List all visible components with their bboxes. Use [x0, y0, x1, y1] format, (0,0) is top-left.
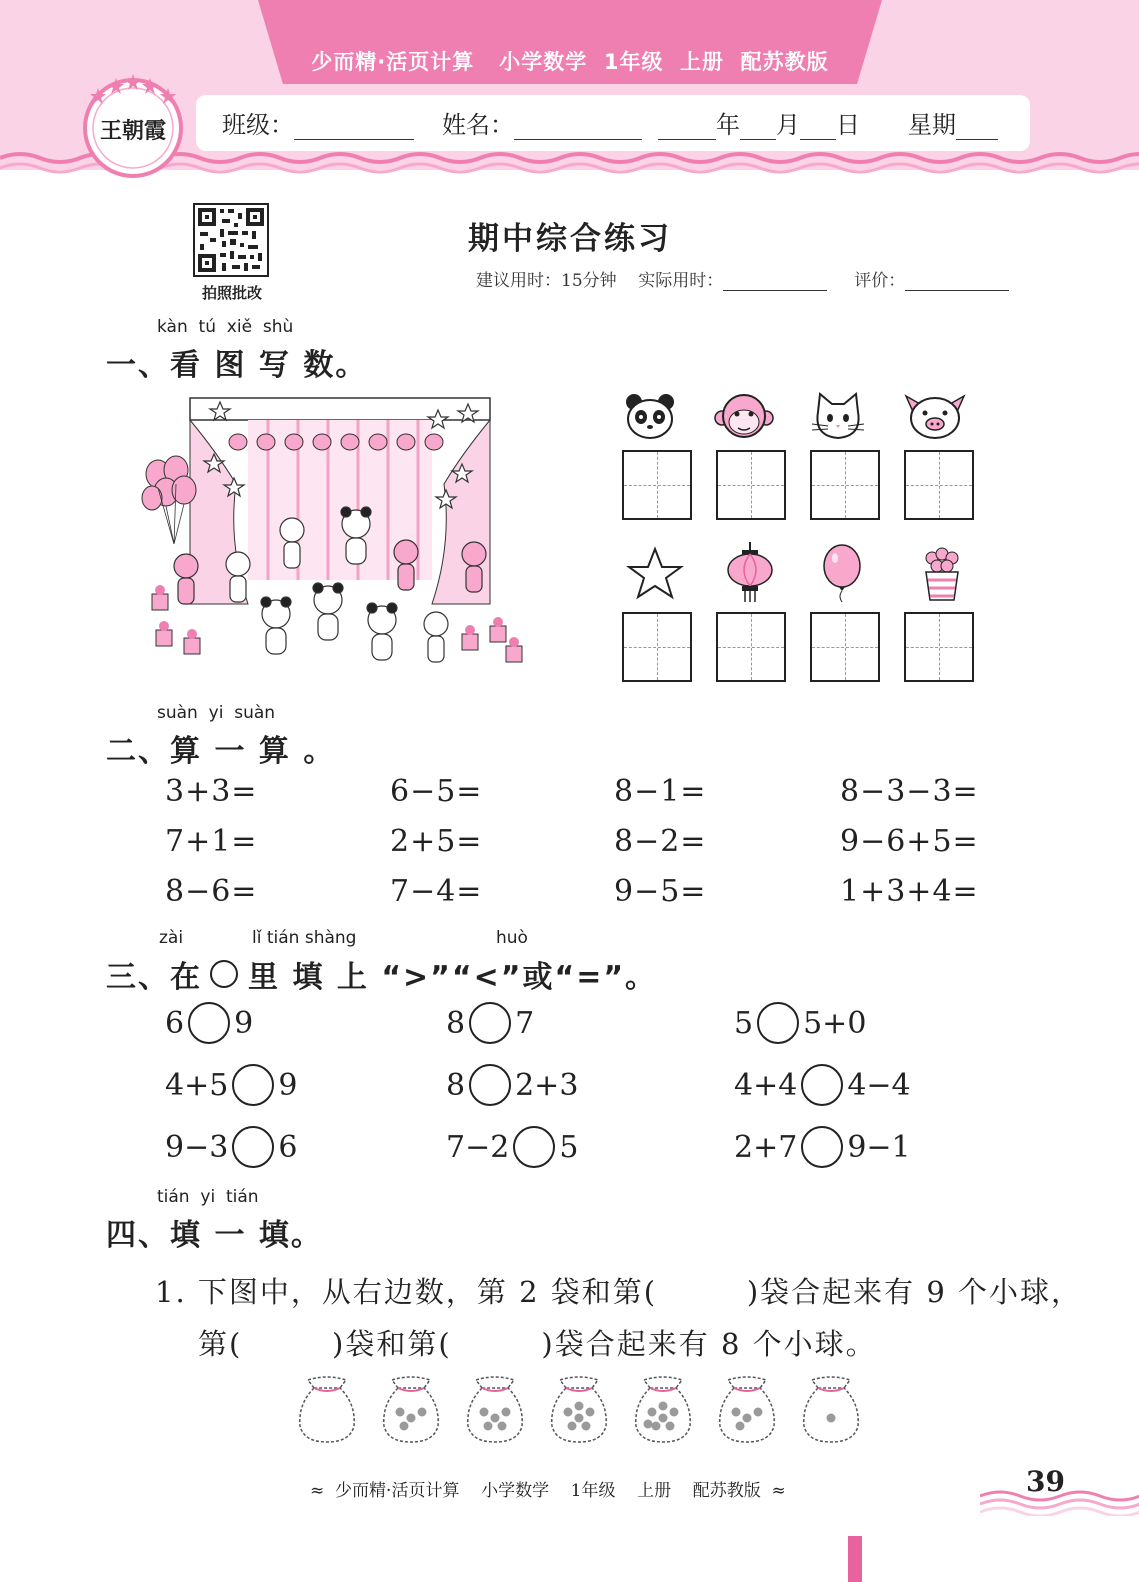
ball — [480, 1408, 489, 1417]
ball-bag — [714, 1374, 780, 1444]
equation[interactable]: 8−6= — [165, 874, 258, 909]
ball-bag — [798, 1374, 864, 1444]
ball — [568, 1422, 577, 1431]
equation[interactable]: 9−5= — [614, 874, 707, 909]
compare-item: 8 2+3 — [446, 1062, 578, 1108]
equation[interactable]: 1+3+4= — [840, 874, 979, 909]
ball — [575, 1402, 584, 1411]
svg-text:王朝霞: 王朝霞 — [99, 118, 167, 144]
page-title: 期中综合练习 — [468, 221, 672, 257]
footer-text: ≈ 少而精·活页计算 小学数学 1年级 上册 配苏教版 ≈ — [310, 1481, 786, 1501]
qr-code-icon — [195, 205, 267, 275]
compare-item: 5 5+0 — [734, 1000, 866, 1046]
section1-title: 一、看 图 写 数。 — [106, 348, 368, 383]
answer-box-pig[interactable] — [904, 450, 974, 520]
ball — [582, 1422, 591, 1431]
compare-circle[interactable] — [469, 1064, 511, 1106]
ball — [659, 1414, 668, 1423]
section3-pinyin-li: lǐ tián shàng — [252, 928, 357, 948]
page-number: 39 — [1026, 1465, 1065, 1498]
ball-bag — [378, 1374, 444, 1444]
ball — [736, 1422, 745, 1431]
ball — [732, 1408, 741, 1417]
monkey-icon — [714, 390, 774, 442]
ball — [652, 1422, 661, 1431]
compare-item: 8 7 — [446, 1000, 534, 1046]
compare-item: 6 9 — [165, 1000, 253, 1046]
answer-box-monkey[interactable] — [716, 450, 786, 520]
question-1-line-1[interactable]: 1. 下图中，从右边数，第 2 袋和第( )袋合起来有 9 个小球， — [155, 1275, 1083, 1309]
compare-circle[interactable] — [513, 1126, 555, 1168]
ball — [670, 1408, 679, 1417]
compare-circle[interactable] — [232, 1126, 274, 1168]
circle-icon — [210, 960, 238, 988]
name-field[interactable]: 姓名： — [442, 105, 642, 140]
compare-circle[interactable] — [801, 1064, 843, 1106]
series-title: 少而精·活页计算 小学数学 1年级 上册 配苏教版 — [311, 50, 829, 74]
ball — [400, 1422, 409, 1431]
flower-pot-icon — [916, 546, 968, 604]
equation[interactable]: 9−6+5= — [840, 824, 979, 859]
qr-label: 拍照批改 — [201, 284, 262, 302]
equation[interactable]: 8−2= — [614, 824, 707, 859]
section4-pinyin: tián yi tián — [157, 1187, 259, 1207]
weekday-field[interactable]: 星期 — [908, 105, 998, 140]
ball — [396, 1408, 405, 1417]
compare-item: 2+7 9−1 — [734, 1124, 911, 1170]
balloon-icon — [818, 544, 866, 602]
answer-box-balloon[interactable] — [810, 612, 880, 682]
equation[interactable]: 8−1= — [614, 774, 707, 809]
page-edge-marker — [848, 1536, 862, 1582]
ball — [743, 1414, 752, 1423]
section2-pinyin: suàn yi suàn — [157, 703, 276, 723]
section3-title: 三、在 里 填 上 “>”“<”或“=”。 — [106, 960, 658, 995]
ball — [644, 1420, 653, 1429]
time-meta: 建议用时：15分钟 实际用时： 评价： — [476, 266, 1009, 291]
section3-pinyin-zai: zài — [159, 928, 184, 948]
answer-box-star[interactable] — [622, 612, 692, 682]
date-field[interactable]: 年 月 日 — [658, 105, 860, 140]
cat-icon — [808, 390, 868, 442]
pig-icon — [902, 390, 968, 442]
brand-logo — [80, 72, 186, 178]
ball — [498, 1422, 507, 1431]
ball-bag — [630, 1374, 696, 1444]
answer-box-panda[interactable] — [622, 450, 692, 520]
section4-title: 四、填 一 填。 — [106, 1218, 323, 1253]
equation[interactable]: 7−4= — [390, 874, 483, 909]
equation[interactable]: 7+1= — [165, 824, 258, 859]
qr-code[interactable] — [193, 203, 269, 277]
ball — [666, 1422, 675, 1431]
answer-box-flower-pot[interactable] — [904, 612, 974, 682]
answer-box-cat[interactable] — [810, 450, 880, 520]
ball — [502, 1408, 511, 1417]
panda-icon — [620, 392, 680, 442]
compare-item: 7−2 5 — [446, 1124, 578, 1170]
lantern-icon — [724, 542, 776, 604]
ball — [484, 1422, 493, 1431]
equation[interactable]: 6−5= — [390, 774, 483, 809]
ball — [827, 1414, 836, 1423]
ball — [648, 1408, 657, 1417]
ball-bag — [294, 1374, 360, 1444]
answer-box-lantern[interactable] — [716, 612, 786, 682]
compare-item: 9−3 6 — [165, 1124, 297, 1170]
ball — [586, 1408, 595, 1417]
section1-pinyin: kàn tú xiě shù — [157, 317, 294, 337]
equation[interactable]: 2+5= — [390, 824, 483, 859]
stage-scene-illustration — [138, 394, 530, 678]
compare-item: 4+4 4−4 — [734, 1062, 911, 1108]
compare-circle[interactable] — [232, 1064, 274, 1106]
star-icon — [626, 546, 684, 600]
ball — [754, 1408, 763, 1417]
ball-bag — [462, 1374, 528, 1444]
class-field[interactable]: 班级： — [222, 105, 414, 140]
ball — [659, 1402, 668, 1411]
question-1-line-2[interactable]: 第( )袋和第( )袋合起来有 8 个小球。 — [198, 1327, 877, 1361]
compare-circle[interactable] — [469, 1002, 511, 1044]
ball — [418, 1408, 427, 1417]
ball — [491, 1414, 500, 1423]
ball — [407, 1414, 416, 1423]
compare-circle[interactable] — [188, 1002, 230, 1044]
equation[interactable]: 8−3−3= — [840, 774, 979, 809]
compare-circle[interactable] — [757, 1002, 799, 1044]
compare-item: 4+5 9 — [165, 1062, 297, 1108]
ball — [564, 1408, 573, 1417]
equation[interactable]: 3+3= — [165, 774, 258, 809]
ball — [575, 1414, 584, 1423]
compare-circle[interactable] — [801, 1126, 843, 1168]
section3-pinyin-huo: huò — [496, 928, 528, 948]
ball-bag — [546, 1374, 612, 1444]
section2-title: 二、算 一 算 。 — [106, 734, 336, 769]
